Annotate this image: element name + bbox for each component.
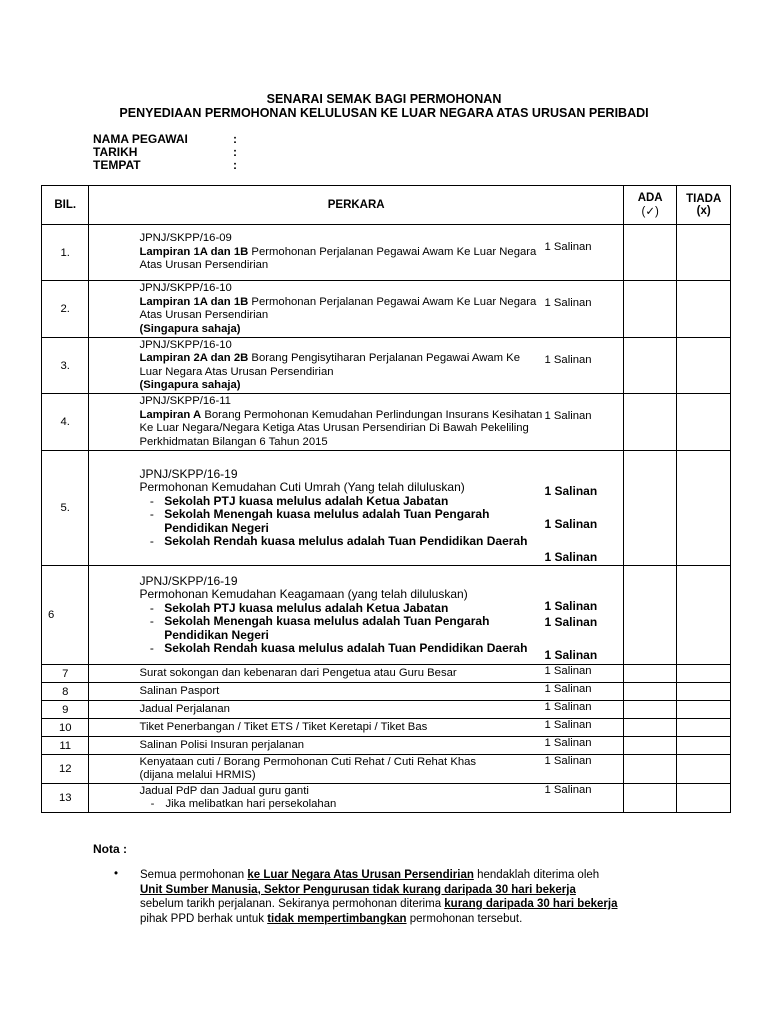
- copies-text: 1 Salinan: [544, 550, 598, 564]
- ref-code: JPNJ/SKPP/16-19: [139, 573, 238, 588]
- tarikh-label: TARIKH: [93, 145, 138, 159]
- tempat-label: TEMPAT: [93, 158, 141, 172]
- row-item: [89, 719, 623, 737]
- row-item: [89, 701, 623, 719]
- attachment-label: Lampiran 2A dan 2B: [139, 352, 249, 364]
- tiada-checkbox[interactable]: [677, 737, 731, 755]
- nama-colon: :: [233, 132, 237, 146]
- row-number: 4.: [42, 394, 89, 451]
- note-emphasis: tidak mempertimbangkan: [267, 912, 407, 925]
- ada-checkbox[interactable]: [623, 755, 677, 784]
- tiada-checkbox[interactable]: [677, 394, 731, 451]
- row-number: 7: [42, 665, 89, 683]
- table-row: [42, 451, 731, 566]
- copies-text: 1 Salinan: [544, 354, 592, 366]
- copies-text: 1 Salinan: [544, 297, 592, 309]
- item-text: Tiket Penerbangan / Tiket ETS / Tiket Keretapi / Tiket Bas: [139, 720, 428, 733]
- ada-checkbox[interactable]: [623, 701, 677, 719]
- ada-checkbox[interactable]: [623, 566, 677, 665]
- header-ada-mark: (✓): [641, 206, 659, 218]
- tarikh-colon: :: [233, 145, 237, 159]
- table-row: [42, 338, 731, 394]
- note-label: Nota :: [93, 842, 127, 856]
- row-number: 6: [42, 566, 89, 665]
- item-detail: Sekolah PTJ kuasa melulus adalah Ketua Jabatan: [164, 600, 449, 615]
- dash-marker: -: [149, 493, 154, 508]
- item-title: Permohonan Kemudahan Keagamaan (yang telah diluluskan): [139, 587, 468, 601]
- header-bil: BIL.: [42, 186, 89, 225]
- ref-code: JPNJ/SKPP/16-11: [139, 395, 231, 407]
- dash-marker: -: [149, 534, 154, 548]
- row-number: 12: [42, 755, 89, 784]
- header-tiada-label: TIADA: [686, 193, 722, 205]
- table-row: [42, 394, 731, 451]
- row-number: 1.: [42, 225, 89, 281]
- row-item: [89, 784, 623, 813]
- row-number: 10: [42, 719, 89, 737]
- table-row: [42, 665, 731, 683]
- item-text: Permohonan Perjalanan Pegawai Awam Ke Luar Negara Atas Urusan Persendirian: [139, 245, 537, 272]
- ada-checkbox[interactable]: [623, 784, 677, 813]
- tempat-colon: :: [233, 158, 237, 172]
- item-detail: Sekolah Menengah kuasa melulus adalah Tuan Pengarah Pendidikan Negeri: [164, 507, 490, 535]
- header-ada: [623, 186, 677, 225]
- note-emphasis: Unit Sumber Manusia, Sektor Pengurusan tidak kurang daripada 30 hari bekerja: [140, 883, 576, 896]
- ref-code: JPNJ/SKPP/16-10: [139, 338, 232, 351]
- copies-text: 1 Salinan: [544, 517, 598, 531]
- item-text: Salinan Pasport: [139, 684, 220, 697]
- item-title: Permohonan Kemudahan Cuti Umrah (Yang telah diluluskan): [139, 480, 465, 494]
- table-header-row: [42, 186, 731, 225]
- copies-text: 1 Salinan: [544, 737, 592, 749]
- item-note: (Singapura sahaja): [139, 322, 241, 335]
- tiada-checkbox[interactable]: [677, 701, 731, 719]
- table-row: [42, 281, 731, 338]
- note-text: pihak PPD berhak untuk: [140, 912, 268, 925]
- header-tiada: [677, 186, 731, 225]
- row-number: 11: [42, 737, 89, 755]
- attachment-label: Lampiran 1A dan 1B: [139, 245, 249, 258]
- item-text: Borang Pengisytiharan Perjalanan Pegawai Awam Ke Luar Negara Atas Urusan Persendirian: [139, 352, 520, 378]
- table-row: [42, 784, 731, 813]
- dash-marker: -: [150, 798, 155, 810]
- row-number: 5.: [42, 451, 89, 566]
- row-item: [89, 755, 623, 784]
- note-emphasis: ke Luar Negara Atas Urusan Persendirian: [247, 869, 474, 881]
- tiada-checkbox[interactable]: [677, 451, 731, 566]
- copies-text: 1 Salinan: [544, 755, 592, 767]
- row-item: [89, 338, 623, 394]
- copies-text: 1 Salinan: [544, 484, 598, 498]
- tiada-checkbox[interactable]: [677, 338, 731, 394]
- officer-info: [93, 133, 243, 172]
- item-text: Jadual Perjalanan: [139, 702, 230, 715]
- bullet-icon: •: [114, 868, 119, 880]
- copies-text: 1 Salinan: [544, 599, 598, 613]
- header-ada-label: ADA: [637, 192, 663, 204]
- dash-marker: -: [149, 641, 154, 655]
- row-item: [89, 451, 623, 566]
- dash-marker: -: [149, 600, 154, 615]
- copies-text: 1 Salinan: [544, 648, 598, 662]
- ada-checkbox[interactable]: [623, 394, 677, 451]
- nama-label: NAMA PEGAWAI: [93, 132, 188, 146]
- row-item: [89, 683, 623, 701]
- item-text: Kenyataan cuti / Borang Permohonan Cuti Rehat / Cuti Rehat Khas: [139, 755, 477, 768]
- note-text: Semua permohonan: [140, 869, 248, 881]
- ada-checkbox[interactable]: [623, 737, 677, 755]
- tiada-checkbox[interactable]: [677, 225, 731, 281]
- item-detail: Sekolah Rendah kuasa melulus adalah Tuan Pendidikan Daerah: [164, 534, 528, 548]
- copies-text: 1 Salinan: [544, 701, 592, 713]
- ada-checkbox[interactable]: [623, 683, 677, 701]
- item-detail: Sekolah Rendah kuasa melulus adalah Tuan Pendidikan Daerah: [164, 641, 528, 655]
- row-number: 9: [42, 701, 89, 719]
- copies-text: 1 Salinan: [544, 410, 592, 422]
- row-item: [89, 665, 623, 683]
- table-row: [42, 225, 731, 281]
- tiada-checkbox[interactable]: [677, 665, 731, 683]
- note-paragraph: [140, 868, 700, 926]
- dash-marker: -: [149, 614, 154, 628]
- row-item: [89, 737, 623, 755]
- row-item: [89, 281, 623, 338]
- item-note: (Singapura sahaja): [139, 379, 241, 391]
- table-row: [42, 755, 731, 784]
- note-emphasis: kurang daripada 30 hari bekerja: [444, 898, 618, 910]
- tiada-checkbox[interactable]: [677, 755, 731, 784]
- table-row: [42, 701, 731, 719]
- attachment-label: Lampiran A: [139, 408, 202, 421]
- tiada-checkbox[interactable]: [677, 281, 731, 338]
- row-number: 8: [42, 683, 89, 701]
- item-text: Surat sokongan dan kebenaran dari Pengetua atau Guru Besar: [139, 666, 457, 679]
- ada-checkbox[interactable]: [623, 338, 677, 394]
- item-text: Jadual PdP dan Jadual guru ganti: [139, 784, 309, 797]
- copies-text: 1 Salinan: [544, 719, 592, 731]
- row-number: 3.: [42, 338, 89, 394]
- header-tiada-mark: (x): [696, 205, 711, 217]
- item-subtext: Jika melibatkan hari persekolahan: [165, 798, 337, 810]
- note-text: permohonan tersebut.: [406, 912, 523, 925]
- item-detail: Sekolah PTJ kuasa melulus adalah Ketua Jabatan: [164, 493, 449, 508]
- ref-code: JPNJ/SKPP/16-10: [139, 282, 232, 294]
- row-item: [89, 566, 623, 665]
- ada-checkbox[interactable]: [623, 451, 677, 566]
- note-text: hendaklah diterima oleh: [473, 869, 600, 881]
- table-row: [42, 719, 731, 737]
- table-row: [42, 566, 731, 665]
- page-title: SENARAI SEMAK BAGI PERMOHONAN: [266, 92, 502, 106]
- row-item: [89, 225, 623, 281]
- copies-text: 1 Salinan: [544, 241, 592, 253]
- item-detail: Sekolah Menengah kuasa melulus adalah Tuan Pengarah Pendidikan Negeri: [164, 614, 490, 642]
- tiada-checkbox[interactable]: [677, 683, 731, 701]
- row-number: 2.: [42, 281, 89, 338]
- item-text: Salinan Polisi Insuran perjalanan: [139, 738, 305, 751]
- ada-checkbox[interactable]: [623, 225, 677, 281]
- row-item: [89, 394, 623, 451]
- header-perkara: PERKARA: [89, 186, 623, 225]
- ref-code: JPNJ/SKPP/16-09: [139, 232, 232, 245]
- ada-checkbox[interactable]: [623, 665, 677, 683]
- copies-text: 1 Salinan: [544, 784, 592, 796]
- attachment-label: Lampiran 1A dan 1B: [139, 295, 249, 308]
- copies-text: 1 Salinan: [544, 665, 592, 677]
- note-text: sebelum tarikh perjalanan. Sekiranya permohonan diterima: [140, 898, 445, 910]
- table-row: [42, 683, 731, 701]
- copies-text: 1 Salinan: [544, 615, 598, 629]
- item-text: Borang Permohonan Kemudahan Perlindungan Insurans Kesihatan Ke Luar Negara/Negara Ketiga Atas Urusan Persendirian Di Bawah Pekeliling Perkhidmatan Bilangan 6 Tahun 2015: [139, 408, 543, 448]
- tiada-checkbox[interactable]: [677, 784, 731, 813]
- ada-checkbox[interactable]: [623, 281, 677, 338]
- ada-checkbox[interactable]: [623, 719, 677, 737]
- tiada-checkbox[interactable]: [677, 566, 731, 665]
- tiada-checkbox[interactable]: [677, 719, 731, 737]
- item-text: Permohonan Perjalanan Pegawai Awam Ke Luar Negara Atas Urusan Persendirian: [139, 295, 537, 321]
- item-subtext: (dijana melalui HRMIS): [139, 769, 256, 781]
- dash-marker: -: [149, 507, 154, 521]
- copies-text: 1 Salinan: [544, 683, 592, 695]
- page-subtitle: PENYEDIAAN PERMOHONAN KELULUSAN KE LUAR NEGARA ATAS URUSAN PERIBADI: [119, 106, 649, 120]
- checklist-table: [41, 185, 731, 813]
- table-row: [42, 737, 731, 755]
- ref-code: JPNJ/SKPP/16-19: [139, 466, 238, 481]
- row-number: 13: [42, 784, 89, 813]
